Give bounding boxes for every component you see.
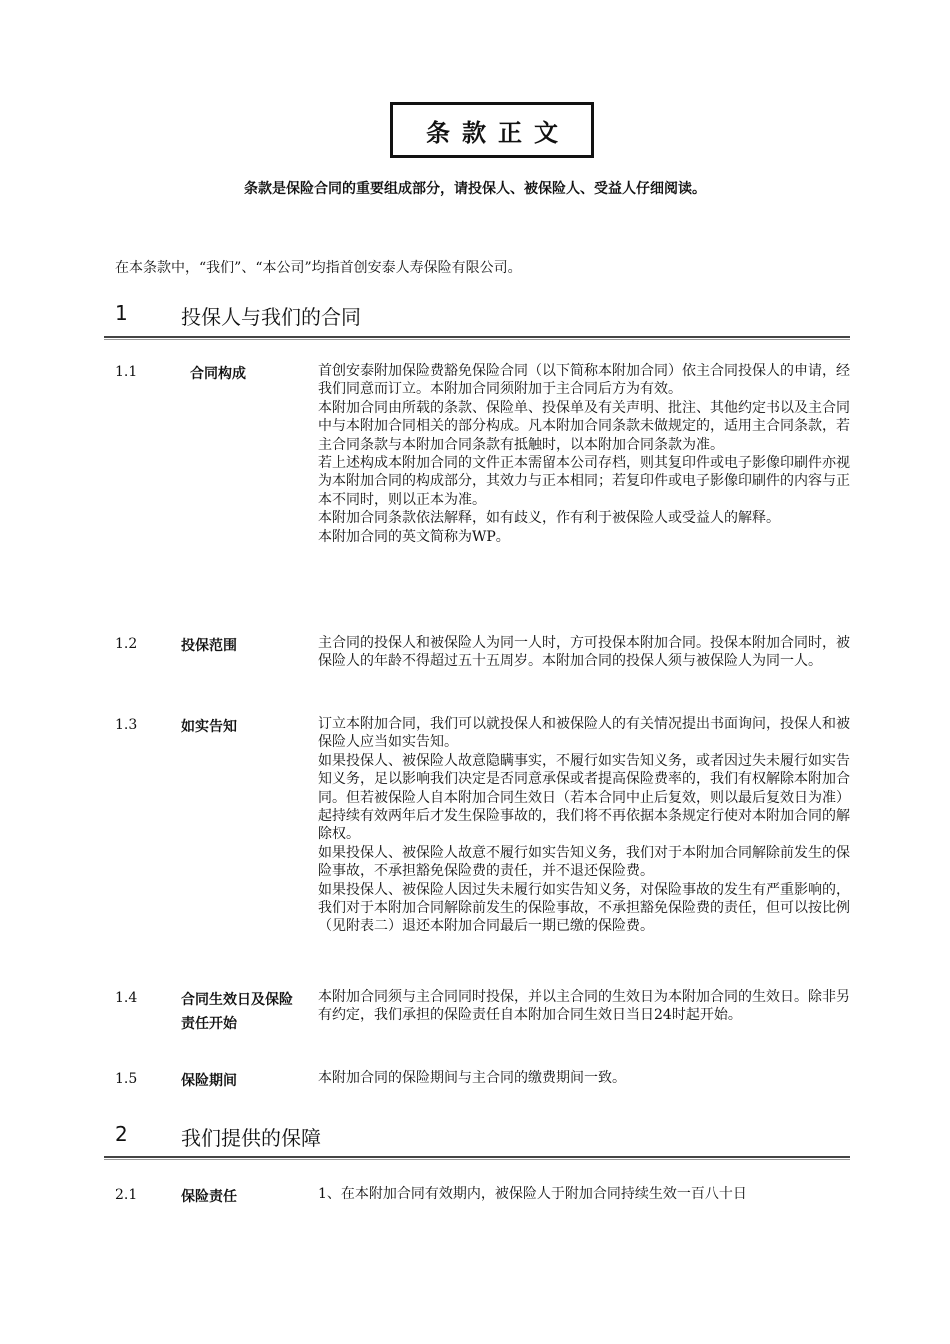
clause-1-4 [115,988,850,1036]
clause-number: 1.3 [115,717,138,733]
clause-number: 1.4 [115,990,138,1006]
clause-paragraph: 本附加合同由所载的条款、保险单、投保单及有关声明、批注、其他约定书以及主合同中与本附加合同相关的部分构成。凡本附加合同条款未做规定的，适用主合同条款，若主合同条款与本附加合同条款有抵触时，以本附加合同条款为准。 [318,399,850,453]
clause-number: 2.1 [115,1187,138,1203]
clause-name: 保险期间 [181,1073,237,1089]
section-number: 1 [115,301,128,325]
section-rule [104,1156,850,1160]
clause-1-5 [115,1069,850,1093]
clause-body [318,988,850,1036]
clause-paragraph: 本附加合同须与主合同同时投保，并以主合同的生效日为本附加合同的生效日。除非另有约定，我们承担的保险责任自本附加合同生效日当日24时起开始。 [318,989,850,1024]
document-title: 条款正文 [390,102,594,158]
clause-paragraph: 本附加合同的英文简称为WP。 [318,528,510,545]
clause-1-1 [115,362,850,546]
clause-1-2 [115,634,850,671]
clause-paragraph: 本附加合同的保险期间与主合同的缴费期间一致。 [318,1070,626,1086]
clause-paragraph: 若上述构成本附加合同的文件正本需留本公司存档，则其复印件或电子影像印刷件亦视为本附加合同的构成部分，其效力与正本相同；若复印件或电子影像印刷件的内容与正本不同时，则以正本为准。 [318,455,850,508]
clause-2-1 [115,1185,850,1209]
clause-number: 1.5 [115,1071,138,1087]
section-heading-1 [115,301,361,330]
clause-body [318,715,850,936]
clause-paragraph: 本附加合同条款依法解释，如有歧义，作有利于被保险人或受益人的解释。 [318,510,780,527]
clause-number: 1.2 [115,636,138,652]
section-heading-2 [115,1122,321,1151]
section-title: 我们提供的保障 [181,1126,321,1150]
clause-body [318,1069,850,1093]
clause-body [318,362,850,546]
clause-name: 合同生效日及保险责任开始 [181,992,293,1032]
clause-body [318,1185,850,1209]
clause-paragraph: 如果投保人、被保险人因过失未履行如实告知义务，对保险事故的发生有严重影响的，我们对于本附加合同解除前发生的保险事故，不承担豁免保险费的责任，但可以按比例（见附表二）退还本附加合同最后一期已缴的保险费。 [318,881,850,935]
clause-name: 合同构成 [190,366,246,382]
clause-paragraph: 首创安泰附加保险费豁免保险合同（以下简称本附加合同）依主合同投保人的申请，经我们同意而订立。本附加合同须附加于主合同后方为有效。 [318,363,850,398]
clause-body [318,634,850,671]
intro-text: 在本条款中，“我们”、“本公司”均指首创安泰人寿保险有限公司。 [115,260,522,276]
clause-paragraph: 如果投保人、被保险人故意不履行如实告知义务，我们对于本附加合同解除前发生的保险事故，不承担豁免保险费的责任，并不退还保险费。 [318,844,850,880]
clause-1-3 [115,715,850,936]
section-rule [104,336,850,340]
clause-paragraph: 如果投保人、被保险人故意隐瞒事实，不履行如实告知义务，或者因过失未履行如实告知义务，足以影响我们决定是否同意承保或者提高保险费率的，我们有权解除本附加合同。但若被保险人自本附加合同生效日（若本合同中止后复效，则以最后复效日为准）起持续有效两年后才发生保险事故的，我们将不再依据本条规定行使对本附加合同的解除权。 [318,752,850,843]
clause-paragraph: 主合同的投保人和被保险人为同一人时，方可投保本附加合同。投保本附加合同时，被保险人的年龄不得超过五十五周岁。本附加合同的投保人须与被保险人为同一人。 [318,635,850,670]
clause-name: 如实告知 [181,719,237,735]
clause-name: 保险责任 [181,1189,237,1205]
clause-name: 投保范围 [181,638,237,654]
clause-paragraph: 订立本附加合同，我们可以就投保人和被保险人的有关情况提出书面询问，投保人和被保险人应当如实告知。 [318,716,850,751]
section-number: 2 [115,1122,128,1146]
document-subtitle: 条款是保险合同的重要组成部分，请投保人、被保险人、受益人仔细阅读。 [244,181,706,197]
clause-paragraph: 1、在本附加合同有效期内，被保险人于附加合同持续生效一百八十日 [318,1186,747,1202]
clause-number: 1.1 [115,364,138,380]
section-title: 投保人与我们的合同 [181,305,361,329]
